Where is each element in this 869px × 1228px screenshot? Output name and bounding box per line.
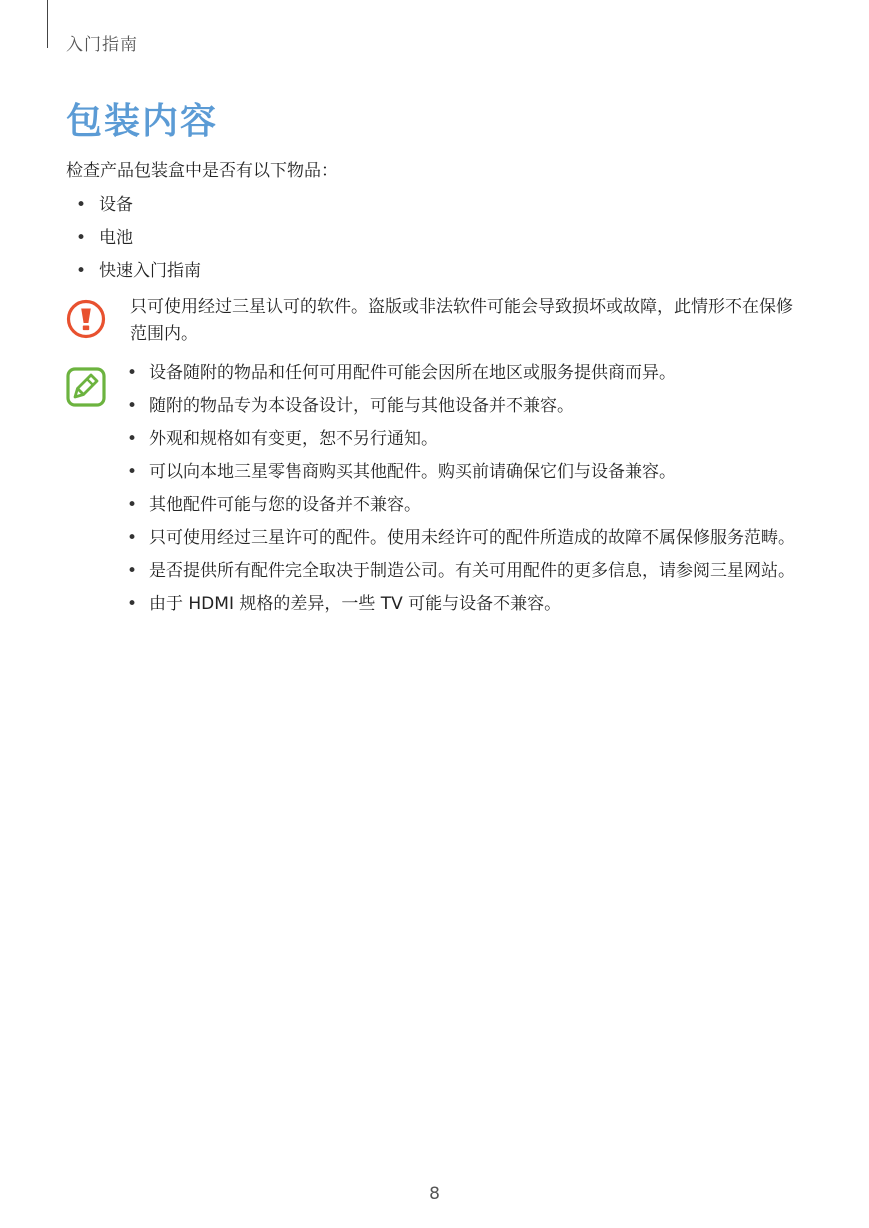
list-item (126, 459, 806, 486)
bullet-icon: • (76, 228, 87, 248)
list-item (126, 426, 806, 453)
bullet-icon: • (127, 429, 138, 449)
list-item (126, 360, 806, 387)
bullet-icon: • (127, 462, 138, 482)
bullet-icon: • (127, 561, 138, 581)
list-item-label: 设备 (99, 195, 133, 215)
note-text: 只可使用经过三星许可的配件。使用未经许可的配件所造成的故障不属保修服务范畴。 (149, 528, 795, 548)
bullet-icon: • (127, 495, 138, 515)
section-label: 入门指南 (66, 35, 138, 55)
header-divider (47, 0, 48, 48)
bullet-icon: • (76, 195, 87, 215)
warning-icon (66, 299, 106, 339)
note-text: 由于 HDMI 规格的差异，一些 TV 可能与设备不兼容。 (149, 594, 562, 614)
list-item (126, 492, 806, 519)
note-text: 是否提供所有配件完全取决于制造公司。有关可用配件的更多信息，请参阅三星网站。 (149, 561, 795, 581)
bullet-icon: • (127, 396, 138, 416)
note-text: 设备随附的物品和任何可用配件可能会因所在地区或服务提供商而异。 (149, 363, 676, 383)
bullet-icon: • (127, 528, 138, 548)
list-item-label: 电池 (99, 228, 133, 248)
note-text: 可以向本地三星零售商购买其他配件。购买前请确保它们与设备兼容。 (149, 462, 676, 482)
list-item (66, 225, 201, 258)
list-item (126, 591, 806, 618)
note-icon (66, 367, 106, 407)
list-item (66, 258, 201, 291)
page-title: 包装内容 (66, 101, 219, 142)
bullet-icon: • (127, 594, 138, 614)
list-item (126, 558, 806, 585)
note-text: 其他配件可能与您的设备并不兼容。 (149, 495, 421, 515)
list-item-label: 快速入门指南 (99, 261, 201, 281)
bullet-icon: • (76, 261, 87, 281)
bullet-icon: • (127, 363, 138, 383)
note-text: 外观和规格如有变更，恕不另行通知。 (149, 429, 438, 449)
note-list (126, 360, 806, 624)
intro-text: 检查产品包装盒中是否有以下物品： (66, 161, 338, 181)
list-item (66, 192, 201, 225)
list-item (126, 525, 806, 552)
warning-text: 只可使用经过三星认可的软件。盗版或非法软件可能会导致损坏或故障，此情形不在保修范围内。 (130, 297, 793, 344)
package-contents-list (66, 192, 201, 291)
list-item (126, 393, 806, 420)
note-text: 随附的物品专为本设备设计，可能与其他设备并不兼容。 (149, 396, 574, 416)
page-number: 8 (429, 1184, 440, 1204)
